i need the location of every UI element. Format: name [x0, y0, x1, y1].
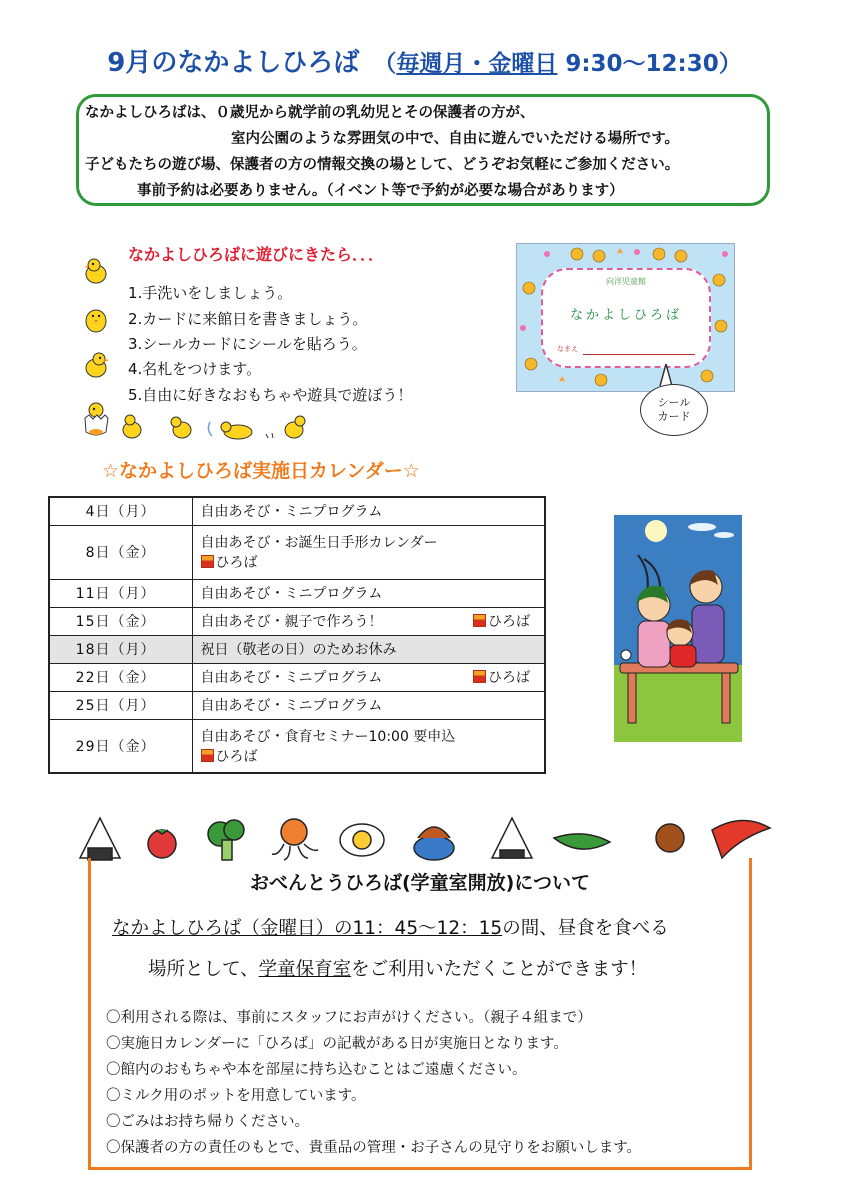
card-panel — [541, 268, 711, 368]
intro-line-3: 子どもたちの遊び場、保護者の方の情報交換の場として、どうぞお気軽にご参加ください。 — [85, 157, 680, 173]
step-1: 1.手洗いをしましょう。 — [128, 284, 293, 302]
bento-item-1: 〇利用される際は、事前にスタッフにお声がけください。（親子４組まで） — [106, 1010, 592, 1026]
hiroba-tag — [473, 667, 530, 687]
calendar-row — [49, 635, 545, 663]
intro-line-2: 室内公園のような雰囲気の中で、自由に遊んでいただける場所です。 — [231, 131, 680, 147]
calendar-date: 15日（金） — [49, 607, 192, 635]
calendar-activity-cell — [192, 525, 545, 579]
calendar-activity: 祝日（敬老の日）のためお休み — [200, 642, 397, 658]
steps-heading: なかよしひろばに遊びにきたら．．． — [128, 245, 385, 264]
calendar-activity: 自由あそび・ミニプログラム — [200, 586, 383, 602]
bubble-line-1: シール — [657, 396, 691, 409]
calendar-activity: 自由あそび・ミニプログラム — [200, 670, 383, 686]
calendar-date: 4日（月） — [49, 497, 192, 525]
hiroba-icon — [201, 749, 214, 762]
hiroba-label: ひろば — [488, 670, 530, 686]
hiroba-tag — [201, 552, 258, 572]
calendar-row — [49, 497, 545, 525]
chick-row-icon — [118, 412, 318, 442]
hiroba-label: ひろば — [488, 614, 530, 630]
calendar-row — [49, 607, 545, 635]
card-name-label: なまえ — [557, 345, 578, 353]
chick-icon — [82, 302, 110, 334]
calendar-table — [48, 496, 546, 774]
calendar-activity-cell — [192, 719, 545, 773]
calendar-date: 8日（金） — [49, 525, 192, 579]
chick-icon — [82, 350, 112, 380]
bento-lead-2: 場所として、学童保育室をご利用いただくことができます！ — [148, 959, 648, 980]
calendar-date: 11日（月） — [49, 579, 192, 607]
calendar-row — [49, 691, 545, 719]
calendar-row — [49, 579, 545, 607]
calendar-activity-cell — [192, 579, 545, 607]
calendar-heading: ☆なかよしひろば実施日カレンダー☆ — [102, 460, 420, 482]
calendar-activity: 自由あそび・ミニプログラム — [200, 504, 383, 521]
calendar-activity: 自由あそび・親子で作ろう！ — [200, 614, 383, 630]
page-title — [0, 42, 849, 79]
calendar-activity: 自由あそび・お誕生日手形カレンダー — [200, 535, 438, 551]
bento-lead-1: なかよしひろば（金曜日）の11：45〜12：15の間、昼食を食べる — [112, 918, 669, 939]
seal-card-image — [516, 243, 735, 392]
hiroba-icon — [473, 670, 486, 683]
card-title: なかよしひろば — [569, 308, 682, 323]
hiroba-label: ひろば — [215, 555, 258, 571]
chick-icon — [80, 256, 110, 286]
calendar-activity: 自由あそび・ミニプログラム — [200, 698, 383, 714]
bento-item-6: 〇保護者の方の責任のもとで、貴重品の管理・お子さんの見守りをお願いします。 — [106, 1140, 642, 1156]
intro-line-1: なかよしひろばは、０歳児から就学前の乳幼児とその保護者の方が、 — [85, 105, 535, 121]
bento-item-3: 〇館内のおもちゃや本を部屋に持ち込むことはご遠慮ください。 — [106, 1062, 527, 1078]
bubble-line-2: カード — [657, 410, 691, 423]
calendar-date: 29日（金） — [49, 719, 192, 773]
step-5: 5.自由に好きなおもちゃや遊具で遊ぼう！ — [128, 386, 413, 404]
step-4: 4.名札をつけます。 — [128, 360, 262, 378]
calendar-date: 22日（金） — [49, 663, 192, 691]
calendar-activity-cell — [192, 607, 545, 635]
calendar-activity-cell — [192, 497, 545, 525]
card-org: 向洋児童館 — [606, 277, 646, 286]
calendar-row — [49, 525, 545, 579]
calendar-activity: 自由あそび・食育セミナー10:00 要申込 — [200, 728, 456, 745]
title-schedule-time: 9:30〜12:30） — [557, 51, 742, 77]
step-2: 2.カードに来館日を書きましょう。 — [128, 310, 368, 328]
step-3: 3.シールカードにシールを貼ろう。 — [128, 335, 367, 353]
hiroba-label: ひろば — [215, 748, 258, 765]
hiroba-tag — [201, 746, 258, 766]
calendar-row — [49, 663, 545, 691]
calendar-date: 18日（月） — [49, 635, 192, 663]
title-main: 9月のなかよしひろば — [107, 48, 360, 78]
hiroba-icon — [473, 614, 486, 627]
bento-item-4: 〇ミルク用のポットを用意しています。 — [106, 1088, 366, 1104]
calendar-activity-cell — [192, 663, 545, 691]
calendar-activity-cell — [192, 691, 545, 719]
intro-line-4: 事前予約は必要ありません。（イベント等で予約が必要な場合があります） — [137, 183, 624, 199]
intro-box — [76, 94, 770, 206]
calendar-activity-cell — [192, 635, 545, 663]
bento-item-2: 〇実施日カレンダーに「ひろば」の記載がある日が実施日となります。 — [106, 1036, 568, 1052]
hiroba-icon — [201, 555, 214, 568]
bento-room: 学童保育室 — [258, 959, 352, 980]
card-name-line — [583, 354, 695, 355]
seal-card-bubble — [640, 384, 708, 436]
title-schedule: （毎週月・金曜日 9:30〜12:30） — [373, 51, 742, 77]
calendar-row — [49, 719, 545, 773]
calendar-date: 25日（月） — [49, 691, 192, 719]
hatching-chick-icon — [80, 398, 112, 438]
hiroba-tag — [473, 611, 530, 631]
bento-title: おべんとうひろば(学童室開放)について — [250, 872, 590, 894]
family-moon-viewing-illustration — [614, 515, 742, 742]
title-schedule-days: 毎週月・金曜日 — [396, 51, 558, 77]
bento-time: 11：45〜12：15 — [352, 918, 503, 939]
bento-item-5: 〇ごみはお持ち帰りください。 — [106, 1114, 309, 1130]
